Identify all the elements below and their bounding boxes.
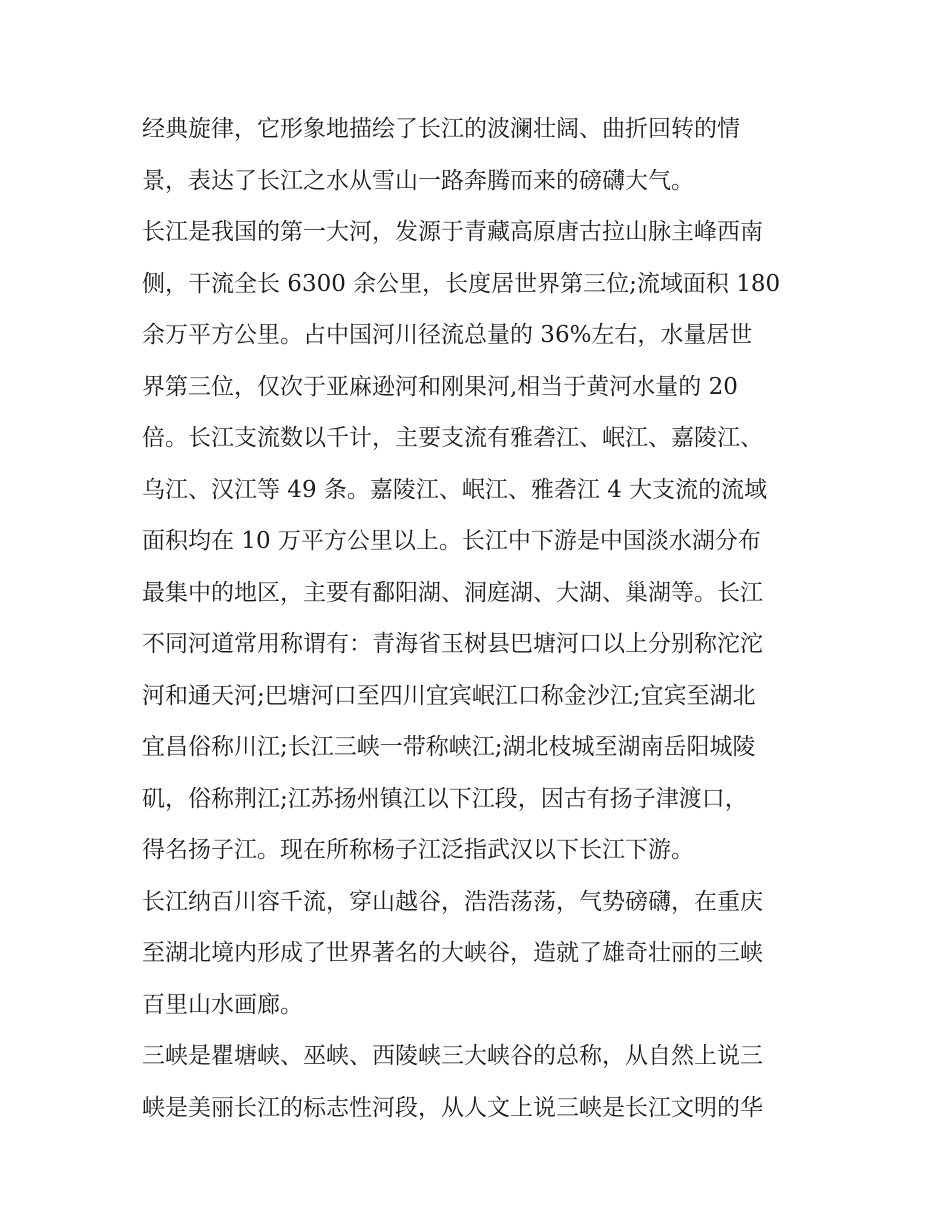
text-line: 河和通天河;巴塘河口至四川宜宾岷江口称金沙江;宜宾至湖北 [142,682,756,709]
text-line: 经典旋律，它形象地描绘了长江的波澜壮阔、曲折回转的情 [142,116,740,142]
text-line: 长江是我国的第一大河，发源于青藏高原唐古拉山脉主峰西南 [142,219,763,245]
text-line: 最集中的地区，主要有鄱阳湖、洞庭湖、大湖、巢湖等。长江 [142,579,763,606]
text-line: 乌江、汉江等 49 条。嘉陵江、岷江、雅砻江 4 大支流的流域 [142,476,768,503]
text-line: 余万平方公里。占中国河川径流总量的 36%左右，水量居世 [142,322,753,348]
text-line: 长江纳百川容千流，穿山越谷，浩浩荡荡，气势磅礴，在重庆 [142,888,763,915]
body-text [142,104,818,1134]
text-line: 面积均在 10 万平方公里以上。长江中下游是中国淡水湖分布 [142,528,761,554]
text-line: 界第三位，仅次于亚麻逊河和刚果河,相当于黄河水量的 20 [142,373,738,400]
text-line: 宜昌俗称川江;长江三峡一带称峡江;湖北枝城至湖南岳阳城陵 [142,734,756,760]
text-line: 百里山水画廊。 [142,991,303,1018]
text-line: 得名扬子江。现在所称杨子江泛指武汉以下长江下游。 [142,837,694,863]
text-line: 倍。长江支流数以千计，主要支流有雅砻江、岷江、嘉陵江、 [142,425,763,451]
text-line: 至湖北境内形成了世界著名的大峡谷，造就了雄奇壮丽的三峡 [142,940,763,966]
text-line: 峡是美丽长江的标志性河段，从人文上说三峡是长江文明的华 [142,1094,763,1121]
text-line: 不同河道常用称谓有：青海省玉树县巴塘河口以上分别称沱沱 [142,631,763,657]
text-line: 矶，俗称荆江;江苏扬州镇江以下江段，因古有扬子津渡口， [142,785,748,812]
text-line: 侧，干流全长 6300 余公里，长度居世界第三位;流域面积 180 [142,270,781,297]
text-line: 景，表达了长江之水从雪山一路奔腾而来的磅礴大气。 [142,167,694,194]
text-line: 三峡是瞿塘峡、巫峡、西陵峡三大峡谷的总称，从自然上说三 [142,1043,763,1069]
